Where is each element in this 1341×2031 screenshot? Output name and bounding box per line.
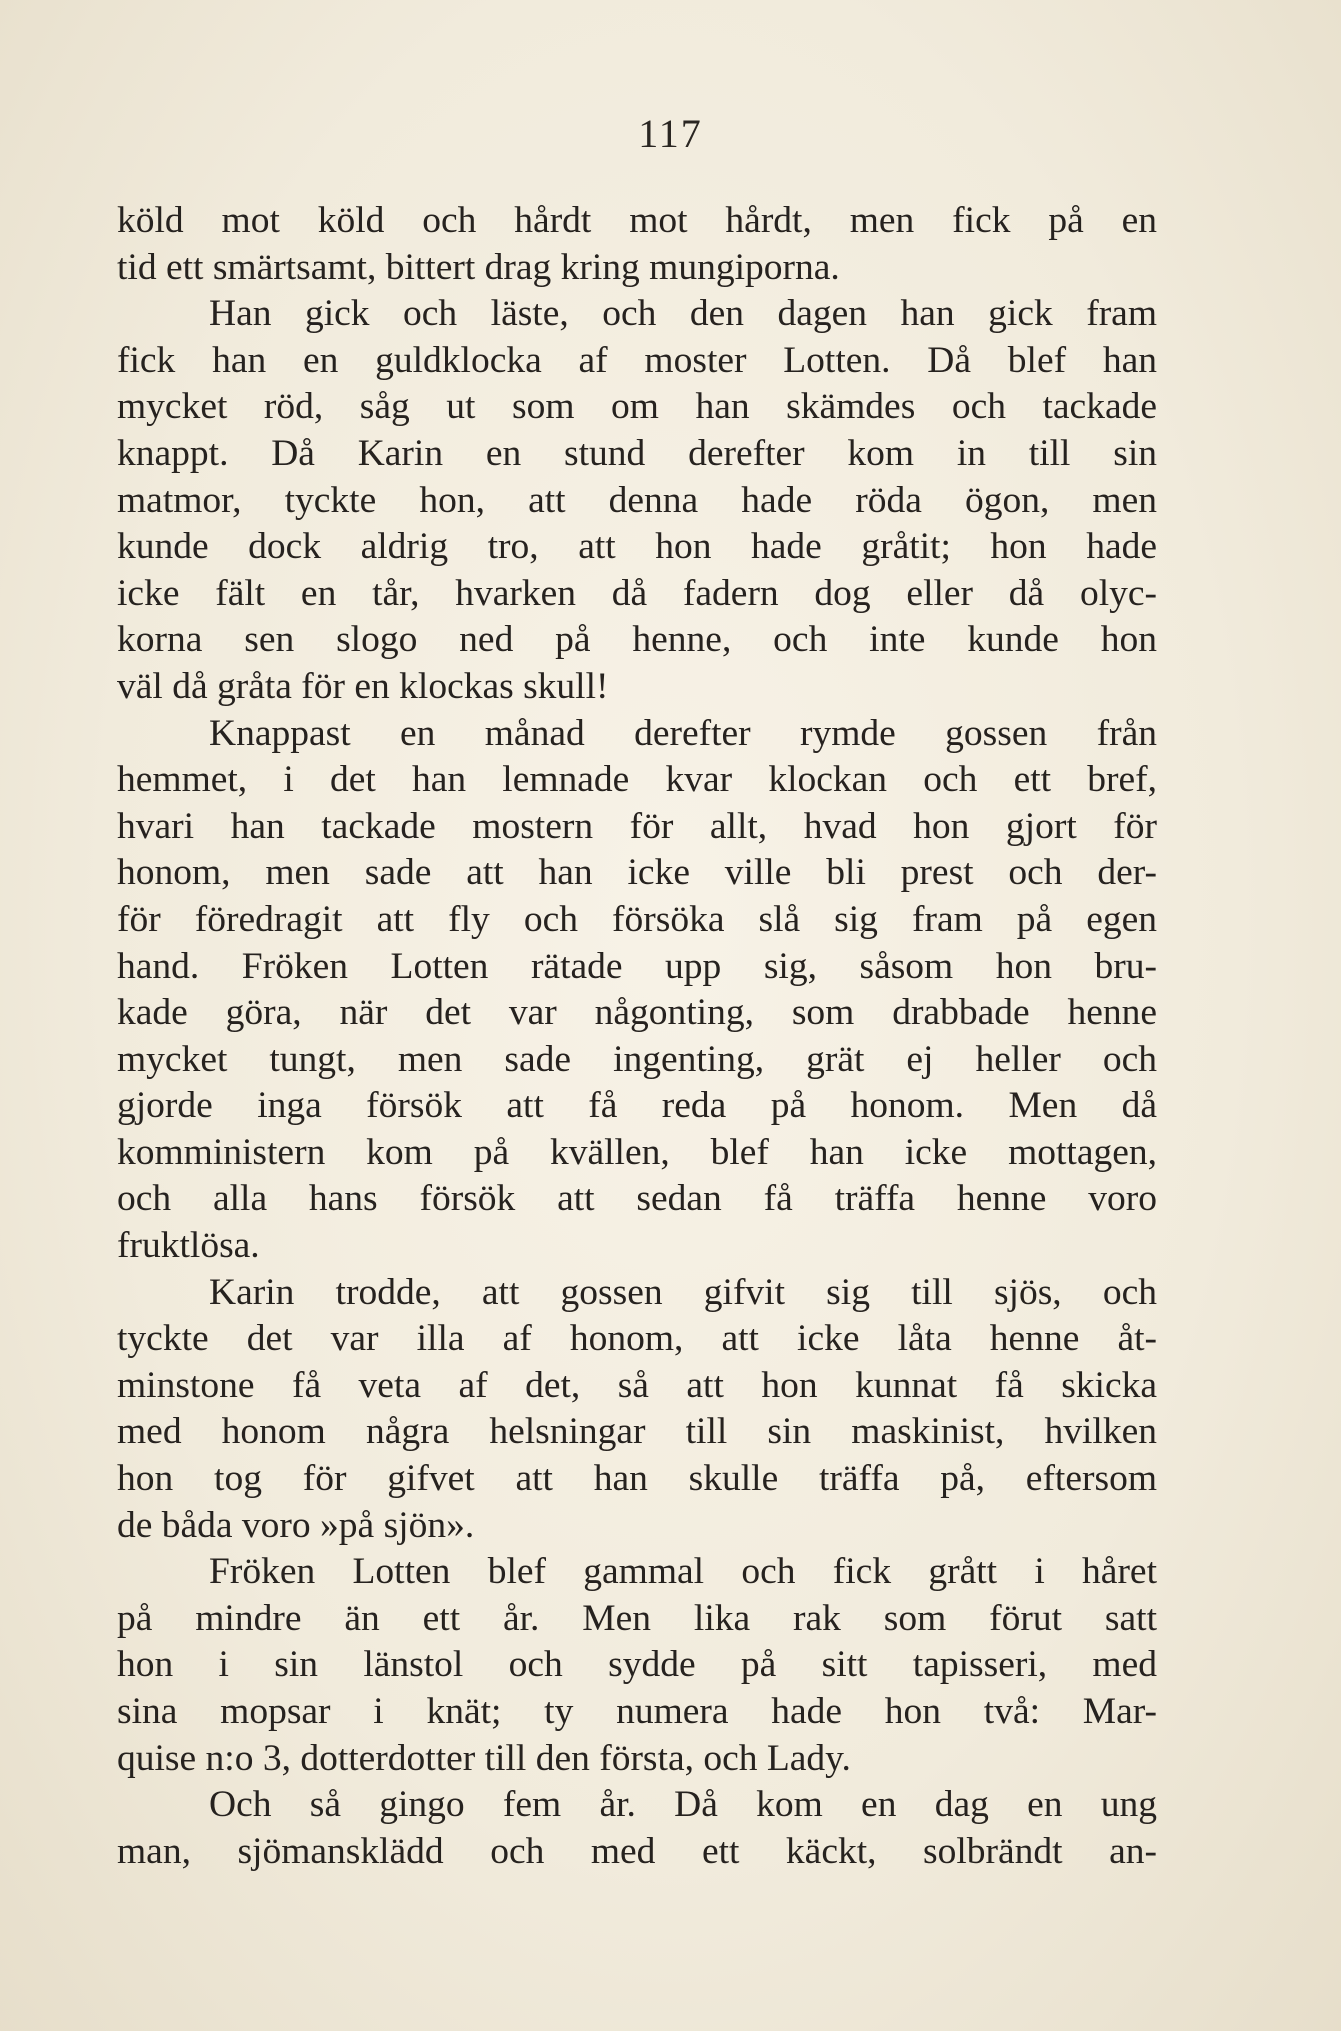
text-line: honom, men sade att han icke ville bli prest och der- <box>117 852 1157 894</box>
text-line: mycket tungt, men sade ingenting, grät ej heller och <box>117 1038 1157 1080</box>
text-line: väl då gråta för en klockas skull! <box>117 665 609 707</box>
text-line: hvari han tackade mostern för allt, hvad hon gjort för <box>117 805 1157 847</box>
text-line: med honom några helsningar till sin maskinist, hvilken <box>117 1411 1157 1453</box>
text-line: knappt. Då Karin en stund derefter kom in till sin <box>117 432 1157 474</box>
text-line: hon i sin länstol och sydde på sitt tapisseri, med <box>117 1644 1157 1686</box>
text-line: köld mot köld och hårdt mot hårdt, men fick på en <box>117 200 1157 241</box>
text-line: Knappast en månad derefter rymde gossen från <box>209 712 1157 754</box>
text-line: fick han en guldklocka af moster Lotten. Då blef han <box>117 339 1157 381</box>
text-line: mycket röd, såg ut som om han skämdes och tackade <box>117 386 1157 428</box>
text-line: hemmet, i det han lemnade kvar klockan och ett bref, <box>117 759 1157 801</box>
text-line: kunde dock aldrig tro, att hon hade gråtit; hon hade <box>117 526 1157 568</box>
text-line: minstone få veta af det, så att hon kunnat få skicka <box>117 1364 1157 1406</box>
text-line: gjorde inga försök att få reda på honom. Men då <box>117 1085 1157 1127</box>
text-line: sina mopsar i knät; ty numera hade hon två: Mar- <box>117 1691 1157 1732</box>
text-line: man, sjömansklädd och med ett käckt, solbrändt an- <box>117 1830 1157 1872</box>
text-line: quise n:o 3, dotterdotter till den första, och Lady. <box>117 1737 851 1779</box>
text-line: Han gick och läste, och den dagen han gick fram <box>209 293 1157 335</box>
text-line: fruktlösa. <box>117 1225 260 1267</box>
text-line: korna sen slogo ned på henne, och inte kunde hon <box>117 619 1157 661</box>
text-line: hon tog för gifvet att han skulle träffa på, eftersom <box>117 1458 1157 1500</box>
text-line: Och så gingo fem år. Då kom en dag en ung <box>209 1784 1157 1826</box>
text-line: Fröken Lotten blef gammal och fick grått i håret <box>209 1551 1157 1593</box>
text-line: tid ett smärtsamt, bittert drag kring mungiporna. <box>117 246 840 288</box>
text-line: de båda voro »på sjön». <box>117 1504 475 1546</box>
text-line: komministern kom på kvällen, blef han icke mottagen, <box>117 1131 1157 1173</box>
text-line: hand. Fröken Lotten rätade upp sig, såsom hon bru- <box>117 945 1157 987</box>
text-line: icke fält en tår, hvarken då fadern dog eller då olyc- <box>117 572 1157 614</box>
text-line: kade göra, när det var någonting, som drabbade henne <box>117 992 1157 1034</box>
text-line: Karin trodde, att gossen gifvit sig till sjös, och <box>209 1271 1157 1313</box>
text-line: för föredragit att fly och försöka slå sig fram på egen <box>117 898 1157 940</box>
text-line: på mindre än ett år. Men lika rak som förut satt <box>117 1597 1157 1639</box>
page-number: 117 <box>638 111 703 156</box>
text-line: tyckte det var illa af honom, att icke låta henne åt- <box>117 1318 1157 1360</box>
text-line: matmor, tyckte hon, att denna hade röda ögon, men <box>117 479 1157 521</box>
body-text <box>117 198 1157 1875</box>
text-line: och alla hans försök att sedan få träffa henne voro <box>117 1178 1157 1220</box>
